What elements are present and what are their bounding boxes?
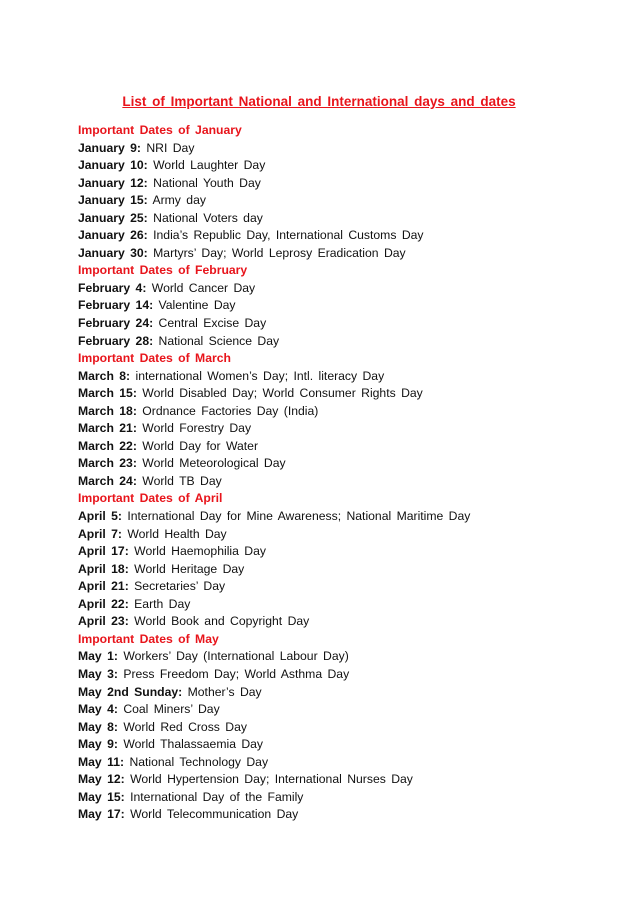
- item-description: Army day: [152, 193, 206, 208]
- item-description: Valentine Day: [158, 298, 236, 313]
- list-item: [78, 438, 618, 456]
- item-date: May 1:: [78, 649, 118, 664]
- item-date: February 14:: [78, 298, 154, 313]
- list-item: [78, 526, 618, 544]
- item-date: May 12:: [78, 772, 125, 787]
- item-date: May 17:: [78, 807, 125, 822]
- list-item: [78, 684, 618, 702]
- item-date: April 21:: [78, 579, 129, 594]
- list-item: [78, 648, 618, 666]
- item-description: World Health Day: [127, 526, 227, 541]
- item-date: April 18:: [78, 561, 129, 576]
- item-description: Coal Miners’ Day: [123, 702, 220, 717]
- list-item: [78, 315, 618, 333]
- list-item: [78, 157, 618, 175]
- item-date: May 2nd Sunday:: [78, 684, 183, 699]
- item-date: March 8:: [78, 368, 131, 383]
- item-date: May 4:: [78, 702, 118, 717]
- list-item: [78, 473, 618, 491]
- item-description: World Telecommunication Day: [130, 807, 299, 822]
- item-date: January 12:: [78, 175, 148, 190]
- section-heading-april: Important Dates of April: [78, 491, 223, 506]
- item-description: World Haemophilia Day: [134, 544, 266, 559]
- list-item: [78, 806, 618, 824]
- item-date: March 24:: [78, 473, 137, 488]
- item-date: February 4:: [78, 280, 147, 295]
- list-item: [78, 719, 618, 737]
- list-item: [78, 192, 618, 210]
- list-item: [78, 578, 618, 596]
- section-heading-february: Important Dates of February: [78, 263, 248, 278]
- item-date: April 17:: [78, 544, 129, 559]
- item-date: March 22:: [78, 438, 137, 453]
- list-item: [78, 245, 618, 263]
- item-description: NRI Day: [146, 140, 195, 155]
- item-description: Ordnance Factories Day (India): [142, 403, 319, 418]
- page-title: List of Important National and International days and dates: [122, 94, 516, 109]
- list-item: [78, 403, 618, 421]
- item-description: World Heritage Day: [134, 561, 245, 576]
- list-item: [78, 543, 618, 561]
- item-date: February 24:: [78, 316, 154, 331]
- item-description: World Meteorological Day: [142, 456, 286, 471]
- item-description: National Technology Day: [129, 754, 269, 769]
- list-item: [78, 210, 618, 228]
- item-date: March 21:: [78, 421, 137, 436]
- list-item: [78, 596, 618, 614]
- item-description: India’s Republic Day, International Customs Day: [153, 228, 424, 243]
- item-description: Press Freedom Day; World Asthma Day: [123, 666, 350, 681]
- item-date: April 5:: [78, 509, 122, 524]
- list-item: [78, 789, 618, 807]
- item-date: January 26:: [78, 228, 148, 243]
- item-date: March 23:: [78, 456, 137, 471]
- item-description: International Day of the Family: [130, 789, 304, 804]
- item-date: May 8:: [78, 719, 118, 734]
- list-item: [78, 140, 618, 158]
- item-description: World Day for Water: [142, 438, 259, 453]
- item-date: January 25:: [78, 210, 148, 225]
- item-date: May 15:: [78, 789, 125, 804]
- list-item: [78, 754, 618, 772]
- item-description: Martyrs’ Day; World Leprosy Eradication Day: [153, 245, 406, 260]
- section-heading-march: Important Dates of March: [78, 351, 231, 366]
- item-description: Central Excise Day: [158, 316, 267, 331]
- item-date: February 28:: [78, 333, 154, 348]
- item-description: World TB Day: [142, 473, 222, 488]
- section-heading-january: Important Dates of January: [78, 123, 242, 137]
- item-description: World Disabled Day; World Consumer Rights Day: [142, 386, 423, 401]
- list-item: [78, 385, 618, 403]
- list-item: [78, 508, 618, 526]
- item-date: May 11:: [78, 754, 125, 769]
- item-description: National Science Day: [158, 333, 280, 348]
- item-description: World Book and Copyright Day: [134, 614, 310, 629]
- item-date: January 30:: [78, 245, 148, 260]
- item-description: World Hypertension Day; International Nurses Day: [130, 772, 413, 787]
- item-date: May 9:: [78, 737, 118, 752]
- list-item: [78, 613, 618, 631]
- item-description: National Youth Day: [153, 175, 261, 190]
- list-item: [78, 666, 618, 684]
- list-item: [78, 420, 618, 438]
- list-item: [78, 297, 618, 315]
- item-date: April 7:: [78, 526, 122, 541]
- list-item: [78, 175, 618, 193]
- item-date: January 15:: [78, 193, 148, 208]
- list-item: [78, 368, 618, 386]
- item-description: international Women’s Day; Intl. literacy Day: [135, 368, 385, 383]
- item-description: Secretaries’ Day: [134, 579, 226, 594]
- list-item: [78, 227, 618, 245]
- item-description: National Voters day: [153, 210, 263, 225]
- item-description: World Red Cross Day: [123, 719, 247, 734]
- item-date: April 22:: [78, 596, 129, 611]
- item-date: April 23:: [78, 614, 129, 629]
- list-item: [78, 561, 618, 579]
- item-description: Workers’ Day (International Labour Day): [123, 649, 349, 664]
- list-item: [78, 280, 618, 298]
- section-heading-may: Important Dates of May: [78, 631, 219, 646]
- item-description: International Day for Mine Awareness; National Maritime Day: [127, 509, 471, 524]
- list-item: [78, 736, 618, 754]
- item-date: May 3:: [78, 666, 118, 681]
- item-date: January 10:: [78, 158, 148, 173]
- list-item: [78, 455, 618, 473]
- dates-list: [78, 122, 618, 824]
- item-description: World Cancer Day: [151, 280, 256, 295]
- list-item: [78, 771, 618, 789]
- item-date: March 15:: [78, 386, 137, 401]
- list-item: [78, 701, 618, 719]
- item-date: January 9:: [78, 140, 141, 155]
- item-description: World Laughter Day: [153, 158, 266, 173]
- list-item: [78, 333, 618, 351]
- item-description: Earth Day: [134, 596, 191, 611]
- item-description: World Forestry Day: [142, 421, 252, 436]
- item-date: March 18:: [78, 403, 137, 418]
- item-description: Mother’s Day: [187, 684, 262, 699]
- item-description: World Thalassaemia Day: [123, 737, 264, 752]
